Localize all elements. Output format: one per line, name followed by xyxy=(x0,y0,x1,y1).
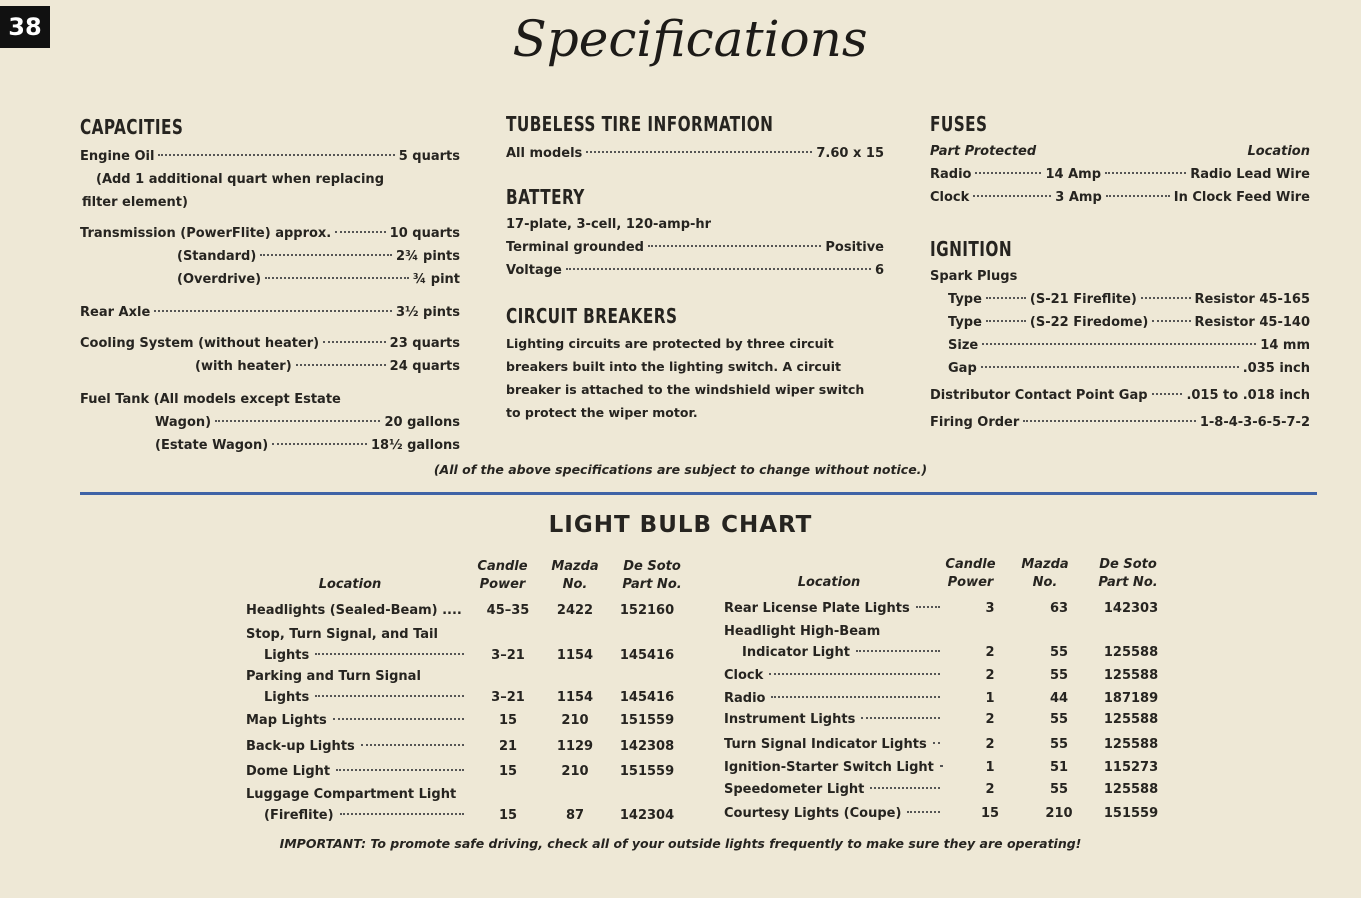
type2-label: Type xyxy=(948,315,982,330)
bulb-mazda-no: 55 xyxy=(1049,668,1069,683)
engine-oil-label: Engine Oil xyxy=(80,149,155,164)
fuses-header-row xyxy=(930,140,1310,163)
leader-dots xyxy=(296,364,386,366)
distributor-label: Distributor Contact Point Gap xyxy=(930,388,1148,403)
bulb-mazda-no: 1129 xyxy=(556,739,594,754)
section-divider xyxy=(80,492,1317,495)
gap-row xyxy=(930,357,1310,380)
change-notice: (All of the above specifications are subject to change without notice.) xyxy=(433,462,928,477)
transmission-label: Transmission (PowerFlite) approx. xyxy=(80,226,332,241)
bulb-location xyxy=(724,712,940,727)
overdrive-row xyxy=(80,268,460,291)
type1-model: (S-21 Fireflite) xyxy=(1029,292,1137,307)
bulb-candle-power: 3–21 xyxy=(491,648,525,663)
terminal-label: Terminal grounded xyxy=(506,240,644,255)
header-desoto-2: Part No. xyxy=(622,577,682,592)
leader-dots xyxy=(154,310,392,312)
type2-value: Resistor 45-140 xyxy=(1194,315,1310,330)
bulb-mazda-no: 55 xyxy=(1049,782,1069,797)
breakers-line: Lighting circuits are protected by three circuit xyxy=(506,336,834,351)
leader-dots xyxy=(870,787,940,789)
bulb-location-text: Dome Light xyxy=(246,764,331,779)
leader-dots xyxy=(771,696,940,698)
bulb-mazda-no: 55 xyxy=(1049,737,1069,752)
gap-value: .035 inch xyxy=(1242,361,1310,376)
bulb-mazda-no: 51 xyxy=(1049,760,1069,775)
engine-oil-row xyxy=(80,145,460,168)
bulb-part-no: 145416 xyxy=(619,648,675,663)
leader-dots xyxy=(856,650,940,652)
leader-dots xyxy=(982,343,1256,345)
leader-dots xyxy=(907,811,940,813)
bulb-candle-power: 21 xyxy=(498,739,518,754)
leader-dots xyxy=(1105,172,1186,174)
header-location: Location xyxy=(318,577,382,592)
overdrive-value: ¾ pint xyxy=(412,272,460,287)
bulb-location-text: Lights xyxy=(264,648,310,663)
leader-dots xyxy=(335,231,385,233)
header-desoto xyxy=(1088,556,1168,592)
header-mazda xyxy=(545,558,605,594)
all-models-row xyxy=(506,142,884,165)
bulb-location-line: Stop, Turn Signal, and Tail xyxy=(246,627,438,642)
bulb-location-text: Speedometer Light xyxy=(724,782,865,797)
voltage-label: Voltage xyxy=(506,263,562,278)
wagon-row xyxy=(80,411,460,434)
bulb-location-text: Ignition-Starter Switch Light xyxy=(724,760,934,775)
engine-oil-note: (Add 1 additional quart when replacing xyxy=(96,172,384,187)
cooling-row xyxy=(80,332,460,355)
leader-dots xyxy=(861,717,940,719)
header-mazda-2: No. xyxy=(562,577,588,592)
bulb-location-text: Map Lights xyxy=(246,713,327,728)
battery-heading: BATTERY xyxy=(506,185,585,209)
bulb-candle-power: 15 xyxy=(498,764,518,779)
right-section xyxy=(930,112,1310,434)
bulb-location xyxy=(724,668,940,683)
bulb-location xyxy=(724,737,940,752)
fuses-location-header: Location xyxy=(1247,144,1310,159)
bulb-part-no: 115273 xyxy=(1103,760,1159,775)
leader-dots xyxy=(648,245,821,247)
header-mazda-1: Mazda xyxy=(1021,557,1069,572)
size-row xyxy=(930,334,1310,357)
transmission-row xyxy=(80,222,460,245)
bulb-location xyxy=(724,760,940,775)
page-title: Specifications xyxy=(512,10,868,68)
with-heater-label: (with heater) xyxy=(195,359,292,374)
bulb-location-text: Lights xyxy=(264,690,310,705)
leader-dots xyxy=(361,744,464,746)
type1-value: Resistor 45-165 xyxy=(1194,292,1310,307)
bulb-mazda-no: 44 xyxy=(1049,691,1069,706)
capacities-heading: CAPACITIES xyxy=(80,115,184,139)
leader-dots xyxy=(973,195,1051,197)
bulb-mazda-no: 55 xyxy=(1049,645,1069,660)
bulb-candle-power: 2 xyxy=(985,645,995,660)
bulb-candle-power: 45–35 xyxy=(486,603,530,618)
firing-label: Firing Order xyxy=(930,415,1020,430)
header-location: Location xyxy=(797,575,861,590)
fuse-clock-amp: 3 Amp xyxy=(1055,190,1102,205)
standard-value: 2¾ pints xyxy=(396,249,460,264)
transmission-value: 10 quarts xyxy=(389,226,460,241)
bulb-location xyxy=(264,690,464,705)
bulb-location-text: (Fireflite) xyxy=(264,808,334,823)
bulb-location xyxy=(724,806,940,821)
fuse-radio-part: Radio xyxy=(930,167,972,182)
bulb-candle-power: 2 xyxy=(985,668,995,683)
leader-dots xyxy=(265,277,409,279)
bulb-location xyxy=(246,739,464,754)
bulb-candle-power: 2 xyxy=(985,712,995,727)
terminal-value: Positive xyxy=(825,240,884,255)
ignition-heading: IGNITION xyxy=(930,237,1013,261)
header-mazda-1: Mazda xyxy=(551,559,599,574)
fuses-heading: FUSES xyxy=(930,112,988,136)
leader-dots xyxy=(981,366,1239,368)
distributor-value: .015 to .018 inch xyxy=(1186,388,1310,403)
breakers-line: to protect the wiper motor. xyxy=(506,405,698,420)
firing-value: 1-8-4-3-6-5-7-2 xyxy=(1199,415,1310,430)
leader-dots xyxy=(323,341,386,343)
rear-axle-label: Rear Axle xyxy=(80,305,151,320)
bulb-mazda-no: 210 xyxy=(561,713,589,728)
leader-dots xyxy=(986,320,1026,322)
battery-desc: 17-plate, 3-cell, 120-amp-hr xyxy=(506,217,712,232)
bulb-part-no: 187189 xyxy=(1103,691,1159,706)
bulb-part-no: 125588 xyxy=(1103,645,1159,660)
header-candle xyxy=(470,558,535,594)
fuse-clock-part: Clock xyxy=(930,190,970,205)
bulb-location xyxy=(724,691,940,706)
bulb-part-no: 125588 xyxy=(1103,668,1159,683)
bulb-location-line: Headlight High-Beam xyxy=(724,624,881,639)
bulb-location-text: Turn Signal Indicator Lights xyxy=(724,737,927,752)
header-desoto-2: Part No. xyxy=(1098,575,1158,590)
header-desoto-1: De Soto xyxy=(1099,557,1157,572)
overdrive-label: (Overdrive) xyxy=(177,272,262,287)
page-number: 38 xyxy=(0,6,50,48)
leader-dots xyxy=(916,606,940,608)
terminal-row xyxy=(506,236,884,259)
size-value: 14 mm xyxy=(1260,338,1310,353)
bulb-location xyxy=(742,645,940,660)
bulb-part-no: 152160 xyxy=(619,603,675,618)
bulb-part-no: 151559 xyxy=(619,764,675,779)
rear-axle-row xyxy=(80,301,460,324)
leader-dots xyxy=(260,254,392,256)
bulb-candle-power: 2 xyxy=(985,737,995,752)
bulb-location xyxy=(264,648,464,663)
bulb-candle-power: 1 xyxy=(985,691,995,706)
size-label: Size xyxy=(948,338,979,353)
leader-dots xyxy=(769,673,940,675)
header-candle-1: Candle xyxy=(945,557,996,572)
middle-section xyxy=(506,112,884,424)
cooling-value: 23 quarts xyxy=(389,336,460,351)
bulb-part-no: 145416 xyxy=(619,690,675,705)
header-desoto xyxy=(612,558,692,594)
header-candle-2: Power xyxy=(947,575,994,590)
voltage-row xyxy=(506,259,884,282)
bulb-part-no: 142303 xyxy=(1103,601,1159,616)
fuse-radio-loc: Radio Lead Wire xyxy=(1190,167,1310,182)
bulb-location-text: Radio xyxy=(724,691,766,706)
estate-wagon-label: (Estate Wagon) xyxy=(155,438,269,453)
leader-dots xyxy=(340,813,464,815)
breakers-line: breaker is attached to the windshield wiper switch xyxy=(506,382,865,397)
estate-wagon-value: 18½ gallons xyxy=(371,438,460,453)
bulb-candle-power: 3 xyxy=(985,601,995,616)
bulb-part-no: 142308 xyxy=(619,739,675,754)
fuse-radio-row xyxy=(930,163,1310,186)
bulb-mazda-no: 63 xyxy=(1049,601,1069,616)
fuses-part-header: Part Protected xyxy=(930,144,1037,159)
with-heater-value: 24 quarts xyxy=(389,359,460,374)
bulb-part-no: 142304 xyxy=(619,808,675,823)
bulb-mazda-no: 55 xyxy=(1049,712,1069,727)
bulb-location-line: Luggage Compartment Light xyxy=(246,787,457,802)
leader-dots xyxy=(215,420,380,422)
wagon-value: 20 gallons xyxy=(384,415,460,430)
breakers-heading: CIRCUIT BREAKERS xyxy=(506,304,678,328)
leader-dots xyxy=(1141,297,1191,299)
bulb-location xyxy=(264,808,464,823)
leader-dots xyxy=(272,443,367,445)
voltage-value: 6 xyxy=(874,263,884,278)
header-desoto-1: De Soto xyxy=(623,559,681,574)
firing-row xyxy=(930,411,1310,434)
bulb-location xyxy=(246,764,464,779)
leader-dots xyxy=(1106,195,1170,197)
type1-row xyxy=(930,288,1310,311)
fuse-clock-row xyxy=(930,186,1310,209)
bulb-mazda-no: 1154 xyxy=(556,648,594,663)
type2-model: (S-22 Firedome) xyxy=(1029,315,1149,330)
bulb-candle-power: 15 xyxy=(498,808,518,823)
leader-dots xyxy=(986,297,1026,299)
standard-label: (Standard) xyxy=(177,249,257,264)
header-candle xyxy=(938,556,1003,592)
spark-plugs-label: Spark Plugs xyxy=(930,269,1018,284)
leader-dots xyxy=(566,268,871,270)
header-mazda-2: No. xyxy=(1032,575,1058,590)
header-mazda xyxy=(1015,556,1075,592)
leader-dots xyxy=(933,742,940,744)
distributor-row xyxy=(930,384,1310,407)
leader-dots xyxy=(1152,393,1183,395)
header-candle-2: Power xyxy=(479,577,526,592)
bulb-chart-title: LIGHT BULB CHART xyxy=(548,512,813,538)
bulb-location-text: Headlights (Sealed-Beam) .... xyxy=(246,603,462,618)
breakers-line: breakers built into the lighting switch. A circuit xyxy=(506,359,841,374)
tire-heading: TUBELESS TIRE INFORMATION xyxy=(506,112,774,136)
bulb-location-text: Indicator Light xyxy=(742,645,850,660)
bulb-part-no: 125588 xyxy=(1103,782,1159,797)
all-models-value: 7.60 x 15 xyxy=(816,146,884,161)
bulb-part-no: 125588 xyxy=(1103,737,1159,752)
bulb-mazda-no: 210 xyxy=(561,764,589,779)
type2-row xyxy=(930,311,1310,334)
bulb-mazda-no: 1154 xyxy=(556,690,594,705)
bulb-part-no: 125588 xyxy=(1103,712,1159,727)
header-candle-1: Candle xyxy=(477,559,528,574)
bulb-part-no: 151559 xyxy=(619,713,675,728)
bulb-part-no: 151559 xyxy=(1103,806,1159,821)
leader-dots xyxy=(336,769,464,771)
bulb-location-text: Rear License Plate Lights xyxy=(724,601,910,616)
cooling-label: Cooling System (without heater) xyxy=(80,336,320,351)
bulb-candle-power: 15 xyxy=(498,713,518,728)
capacities-section xyxy=(80,115,460,457)
bulb-location xyxy=(724,601,940,616)
leader-dots xyxy=(333,718,464,720)
fuel-tank-label: Fuel Tank (All models except Estate xyxy=(80,392,341,407)
fuse-radio-amp: 14 Amp xyxy=(1045,167,1102,182)
bulb-location xyxy=(246,603,464,618)
bulb-mazda-no: 87 xyxy=(565,808,585,823)
bulb-mazda-no: 210 xyxy=(1045,806,1073,821)
type1-label: Type xyxy=(948,292,982,307)
estate-wagon-row xyxy=(80,434,460,457)
bulb-location xyxy=(724,782,940,797)
bulb-location-text: Courtesy Lights (Coupe) xyxy=(724,806,902,821)
bulb-location xyxy=(246,713,464,728)
bulb-location-text: Back-up Lights xyxy=(246,739,355,754)
bulb-mazda-no: 2422 xyxy=(556,603,594,618)
engine-oil-note-2: filter element) xyxy=(82,195,188,210)
leader-dots xyxy=(1023,420,1196,422)
leader-dots xyxy=(315,653,464,655)
bulb-candle-power: 2 xyxy=(985,782,995,797)
rear-axle-value: 3½ pints xyxy=(396,305,460,320)
leader-dots xyxy=(586,151,812,153)
bulb-candle-power: 3–21 xyxy=(491,690,525,705)
with-heater-row xyxy=(80,355,460,378)
standard-row xyxy=(80,245,460,268)
leader-dots xyxy=(975,172,1041,174)
leader-dots xyxy=(158,154,394,156)
bulb-candle-power: 1 xyxy=(985,760,995,775)
leader-dots xyxy=(1152,320,1190,322)
wagon-label: Wagon) xyxy=(155,415,212,430)
bulb-location-text: Instrument Lights xyxy=(724,712,856,727)
bulb-candle-power: 15 xyxy=(980,806,1000,821)
gap-label: Gap xyxy=(948,361,977,376)
fuse-clock-loc: In Clock Feed Wire xyxy=(1173,190,1310,205)
bulb-location-text: Clock xyxy=(724,668,764,683)
leader-dots xyxy=(315,695,464,697)
engine-oil-value: 5 quarts xyxy=(398,149,460,164)
important-notice: IMPORTANT: To promote safe driving, check all of your outside lights frequently to make sure they are operating! xyxy=(279,836,1082,851)
all-models-label: All models xyxy=(506,146,583,161)
bulb-location-line: Parking and Turn Signal xyxy=(246,669,421,684)
